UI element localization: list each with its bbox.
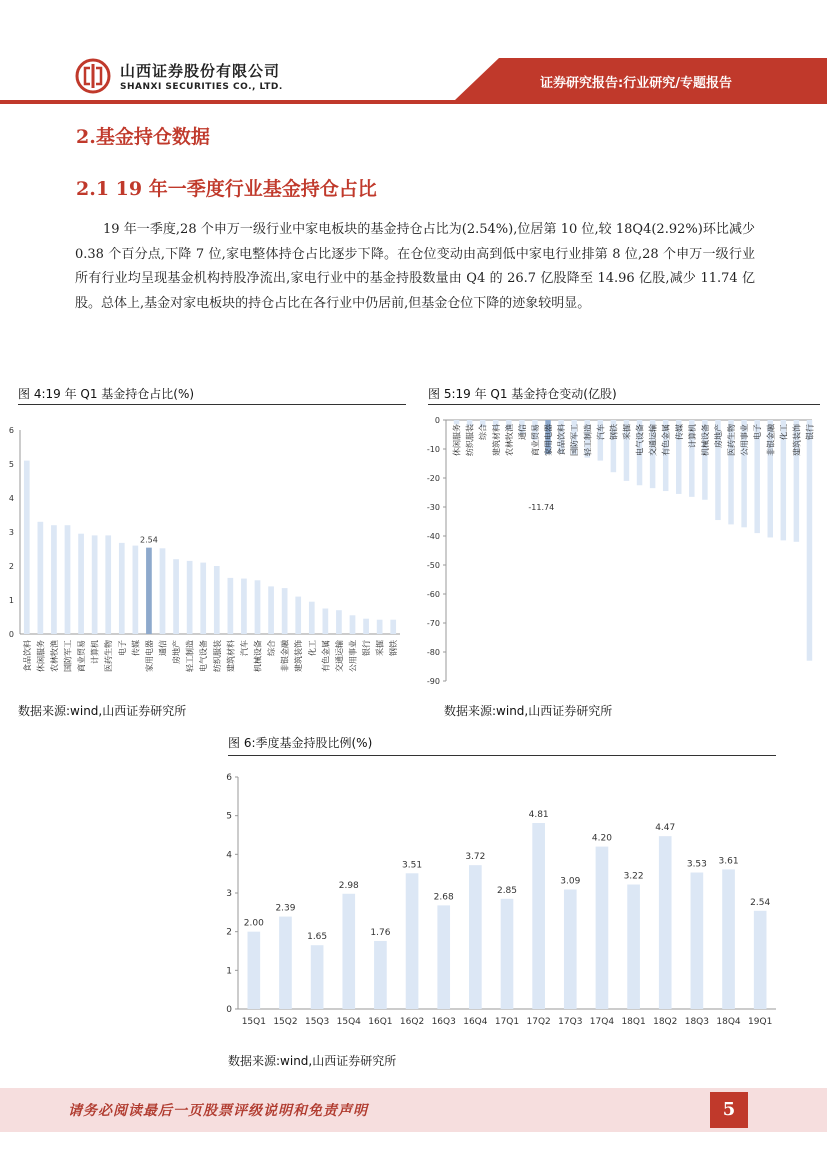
company-logo-icon (75, 58, 111, 94)
fig5-x-tick: 建筑装饰 (792, 424, 802, 456)
fig6-x-tick: 16Q2 (399, 1017, 425, 1027)
fig5-x-tick: 通信 (517, 424, 527, 440)
fig6-bar (406, 873, 419, 1009)
fig6-bar (659, 836, 672, 1009)
fig6-data-label: 3.51 (402, 860, 423, 871)
fig4-x-tick: 食品饮料 (22, 640, 32, 672)
fig6-bar (754, 911, 767, 1009)
fig6-x-tick: 15Q3 (304, 1017, 330, 1027)
fig4-x-tick: 休闲服务 (36, 640, 46, 672)
fig6-x-tick: 15Q4 (336, 1017, 361, 1027)
fig4-x-tick: 家用电器 (144, 640, 154, 672)
report-type: 证券研究报告:行业研究/专题报告 (540, 76, 732, 91)
fig5-x-tick: 化工 (779, 424, 789, 440)
header-rule (0, 100, 827, 104)
section-heading: 2.基金持仓数据 (76, 126, 210, 148)
fig4-bar (105, 535, 111, 634)
fig5-y-tick: -70 (426, 619, 440, 628)
fig4-x-tick: 汽车 (239, 640, 249, 656)
fig5-x-tick: 轻工制造 (583, 424, 593, 456)
fig4-x-tick: 钢铁 (389, 640, 399, 656)
fig4-x-tick: 医药生物 (104, 640, 114, 672)
page-header (0, 0, 827, 105)
fig6-x-tick: 18Q1 (621, 1017, 646, 1027)
fig5-y-tick: -30 (426, 503, 440, 512)
fig6-y-tick: 1 (226, 966, 232, 977)
fig6-y-tick: 6 (226, 773, 232, 783)
fig5-x-tick: 电气设备 (635, 424, 645, 456)
fig4-x-tick: 建筑装饰 (294, 640, 304, 672)
fig6-x-tick: 18Q2 (653, 1017, 678, 1027)
fig6-bar (722, 869, 735, 1009)
fig4-bar (133, 546, 139, 634)
fig6-chart (218, 765, 784, 1035)
fig5-x-tick: 建筑材料 (491, 424, 501, 456)
fig4-x-tick: 电气设备 (199, 640, 209, 672)
fig5-bar (454, 420, 459, 424)
fig4-y-tick: 2 (8, 562, 14, 571)
fig5-y-tick: -20 (426, 474, 440, 483)
fig4-x-tick: 通信 (158, 640, 168, 656)
fig4-x-tick: 银行 (362, 640, 372, 656)
fig6-rule (228, 755, 776, 756)
fig5-y-tick: -90 (426, 677, 440, 686)
fig6-bar (247, 932, 260, 1009)
subsection-heading: 2.1 19 年一季度行业基金持仓占比 (76, 178, 377, 200)
fig4-x-tick: 有色金属 (321, 640, 331, 672)
fig4-bar (38, 522, 44, 634)
fig5-x-tick: 商业贸易 (530, 424, 540, 456)
fig4-x-tick: 机械设备 (253, 640, 263, 672)
fig6-data-label: 3.22 (623, 871, 644, 882)
fig4-bar (241, 579, 247, 634)
fig5-x-tick: 计算机 (687, 424, 697, 448)
fig4-bar (390, 620, 396, 634)
fig6-data-label: 1.65 (307, 932, 328, 943)
fig5-rule (428, 404, 820, 405)
fig4-data-label: 2.54 (140, 535, 158, 545)
fig4-bar (51, 525, 57, 634)
fig4-x-tick: 建筑材料 (226, 640, 236, 672)
fig5-y-tick: -60 (426, 590, 440, 599)
fig4-bar (173, 559, 179, 634)
fig4-y-tick: 6 (8, 426, 14, 435)
fig4-x-tick: 国防军工 (63, 640, 73, 672)
fig6-source: 数据来源:wind,山西证券研究所 (228, 1054, 397, 1068)
fig5-y-tick: 0 (434, 416, 440, 425)
fig6-data-label: 3.53 (686, 859, 707, 870)
fig4-x-tick: 综合 (267, 640, 277, 656)
fig4-x-tick: 商业贸易 (77, 640, 87, 672)
fig5-chart (412, 410, 827, 690)
fig4-x-tick: 传媒 (131, 640, 141, 656)
fig5-x-tick: 钢铁 (609, 424, 619, 440)
fig6-y-tick: 3 (226, 889, 232, 899)
fig6-data-label: 3.09 (560, 876, 581, 887)
fig4-x-tick: 化工 (307, 640, 317, 656)
fig6-data-label: 3.61 (718, 856, 739, 867)
fig5-source: 数据来源:wind,山西证券研究所 (444, 704, 613, 718)
fig6-x-tick: 16Q1 (368, 1017, 393, 1027)
fig5-x-tick: 交通运输 (648, 424, 658, 456)
fig4-bar (24, 461, 30, 634)
fig5-y-tick: -80 (426, 648, 440, 657)
fig6-bar (501, 899, 514, 1009)
fig6-x-tick: 18Q3 (684, 1017, 710, 1027)
fig4-x-tick: 交通运输 (334, 640, 344, 672)
fig4-x-tick: 非银金融 (280, 640, 290, 672)
fig4-x-tick: 公用事业 (348, 640, 358, 672)
fig5-y-tick: -40 (426, 532, 440, 541)
company-name-en: SHANXI SECURITIES CO., LTD. (120, 82, 283, 92)
fig6-bar (437, 905, 450, 1009)
footer-disclaimer: 请务必阅读最后一页股票评级说明和免责声明 (68, 1103, 368, 1119)
fig6-x-tick: 17Q4 (589, 1017, 615, 1027)
fig5-x-tick: 有色金属 (661, 424, 671, 456)
fig6-data-label: 4.81 (528, 810, 549, 821)
fig4-y-tick: 0 (8, 630, 14, 639)
fig4-x-tick: 农林牧渔 (49, 640, 59, 672)
body-paragraph: 19 年一季度,28 个申万一级行业中家电板块的基金持仓占比为(2.54%),位居第 10 位,较 18Q4(2.92%)环比减少 0.38 个百分点,下降 7 位,家电整体持仓占比逐步下降。在仓位变动由高到低中家电行业排第 8 位,28 个申万一级行业所有行业均呈现基金机构持股净流出,家电行业中的基金持股数量由 Q4 的 26.7 亿股降至 14.96 亿股,减少 11.74 亿股。总体上,基金对家电板块的持仓占比在各行业中仍居前,但基金仓位下降的迹象较明显。 (75, 222, 755, 311)
fig5-x-tick: 机械设备 (700, 424, 710, 456)
fig6-bar (311, 945, 324, 1009)
fig4-y-tick: 3 (8, 528, 14, 537)
fig4-bar (282, 588, 288, 634)
fig4-bar (214, 566, 220, 634)
fig6-x-tick: 18Q4 (716, 1017, 741, 1027)
fig4-bar (336, 610, 342, 634)
fig6-bar (564, 890, 577, 1009)
fig4-y-tick: 4 (8, 494, 14, 503)
fig4-bar (363, 619, 369, 634)
fig4-bar (377, 620, 383, 634)
fig6-y-tick: 0 (226, 1005, 232, 1015)
fig5-x-tick: 综合 (478, 424, 488, 440)
fig6-caption: 图 6:季度基金持股比例(%) (228, 736, 373, 750)
fig6-x-tick: 17Q3 (558, 1017, 583, 1027)
fig5-x-tick: 传媒 (674, 424, 684, 440)
fig6-bar (374, 941, 387, 1009)
fig4-x-tick: 房地产 (172, 640, 182, 664)
fig5-x-tick: 国防军工 (570, 424, 580, 456)
fig6-bar (279, 917, 292, 1009)
company-name-cn: 山西证券股份有限公司 (120, 62, 281, 80)
fig5-x-tick: 银行 (805, 424, 815, 440)
fig5-x-tick: 非银金融 (766, 424, 776, 456)
fig6-data-label: 2.00 (243, 918, 264, 929)
fig5-data-label: -11.74 (528, 503, 555, 513)
fig4-x-tick: 轻工制造 (185, 640, 195, 672)
fig5-x-tick: 农林牧渔 (504, 424, 514, 456)
fig6-bar (342, 894, 355, 1009)
fig6-x-tick: 15Q2 (273, 1017, 298, 1027)
fig4-x-tick: 计算机 (90, 640, 100, 664)
fig4-bar (78, 534, 84, 634)
fig6-data-label: 4.20 (591, 833, 612, 844)
fig6-bar (532, 823, 545, 1009)
fig5-x-tick: 采掘 (622, 424, 632, 440)
fig5-x-tick: 家用电器 (544, 424, 554, 456)
fig4-bar (268, 586, 274, 634)
fig6-y-tick: 4 (226, 850, 232, 861)
fig4-bar (295, 597, 301, 634)
fig6-bar (596, 847, 609, 1009)
fig6-data-label: 2.85 (496, 885, 518, 896)
fig4-bar (65, 525, 71, 634)
fig5-caption: 图 5:19 年 Q1 基金持仓变动(亿股) (428, 387, 617, 401)
fig6-x-tick: 17Q1 (494, 1017, 520, 1027)
fig6-bar (627, 884, 640, 1009)
fig6-x-tick: 16Q3 (431, 1017, 456, 1027)
fig5-x-tick: 房地产 (713, 424, 723, 448)
fig6-data-label: 2.68 (433, 892, 454, 903)
fig4-bar (323, 609, 329, 635)
fig4-x-tick: 电子 (117, 640, 127, 656)
fig6-data-label: 2.39 (275, 903, 296, 914)
fig6-data-label: 3.72 (465, 852, 486, 863)
fig4-bar (146, 548, 152, 634)
fig4-bar (350, 615, 356, 634)
fig6-bar (691, 873, 704, 1009)
fig5-y-tick: -10 (426, 445, 440, 454)
fig4-bar (228, 578, 234, 634)
fig4-source: 数据来源:wind,山西证券研究所 (18, 704, 187, 718)
fig5-x-tick: 纺织服装 (465, 424, 475, 456)
fig4-bar (309, 602, 315, 634)
fig5-x-tick: 医药生物 (727, 424, 737, 456)
fig4-y-tick: 1 (8, 596, 14, 605)
fig4-y-tick: 5 (8, 460, 14, 469)
fig6-data-label: 2.54 (750, 897, 771, 908)
fig4-chart (0, 418, 412, 688)
fig5-x-tick: 汽车 (596, 424, 606, 440)
fig4-bar (200, 563, 206, 634)
fig6-bar (469, 865, 482, 1009)
fig5-x-tick: 公用事业 (740, 424, 750, 456)
fig6-x-tick: 15Q1 (241, 1017, 266, 1027)
fig5-x-tick: 电子 (753, 424, 763, 440)
fig6-x-tick: 16Q4 (463, 1017, 488, 1027)
fig6-y-tick: 5 (226, 811, 232, 822)
fig5-x-tick: 休闲服务 (452, 424, 462, 456)
fig5-x-tick: 食品饮料 (557, 424, 567, 456)
fig4-bar (92, 535, 98, 634)
fig5-bar (807, 420, 812, 661)
fig6-x-tick: 17Q2 (526, 1017, 551, 1027)
fig4-bar (255, 580, 261, 634)
fig6-data-label: 4.47 (655, 823, 676, 834)
fig6-data-label: 2.98 (338, 880, 359, 891)
fig6-data-label: 1.76 (370, 927, 391, 938)
fig4-bar (160, 548, 166, 634)
fig4-x-tick: 采掘 (375, 640, 385, 656)
fig4-rule (18, 404, 406, 405)
fig4-bar (119, 543, 125, 634)
fig5-y-tick: -50 (426, 561, 440, 570)
fig6-y-tick: 2 (226, 927, 232, 938)
fig4-bar (187, 561, 193, 634)
fig6-x-tick: 19Q1 (748, 1017, 773, 1027)
fig4-x-tick: 纺织服装 (212, 640, 222, 672)
fig4-caption: 图 4:19 年 Q1 基金持仓占比(%) (18, 387, 195, 401)
page-number: 5 (710, 1092, 748, 1128)
